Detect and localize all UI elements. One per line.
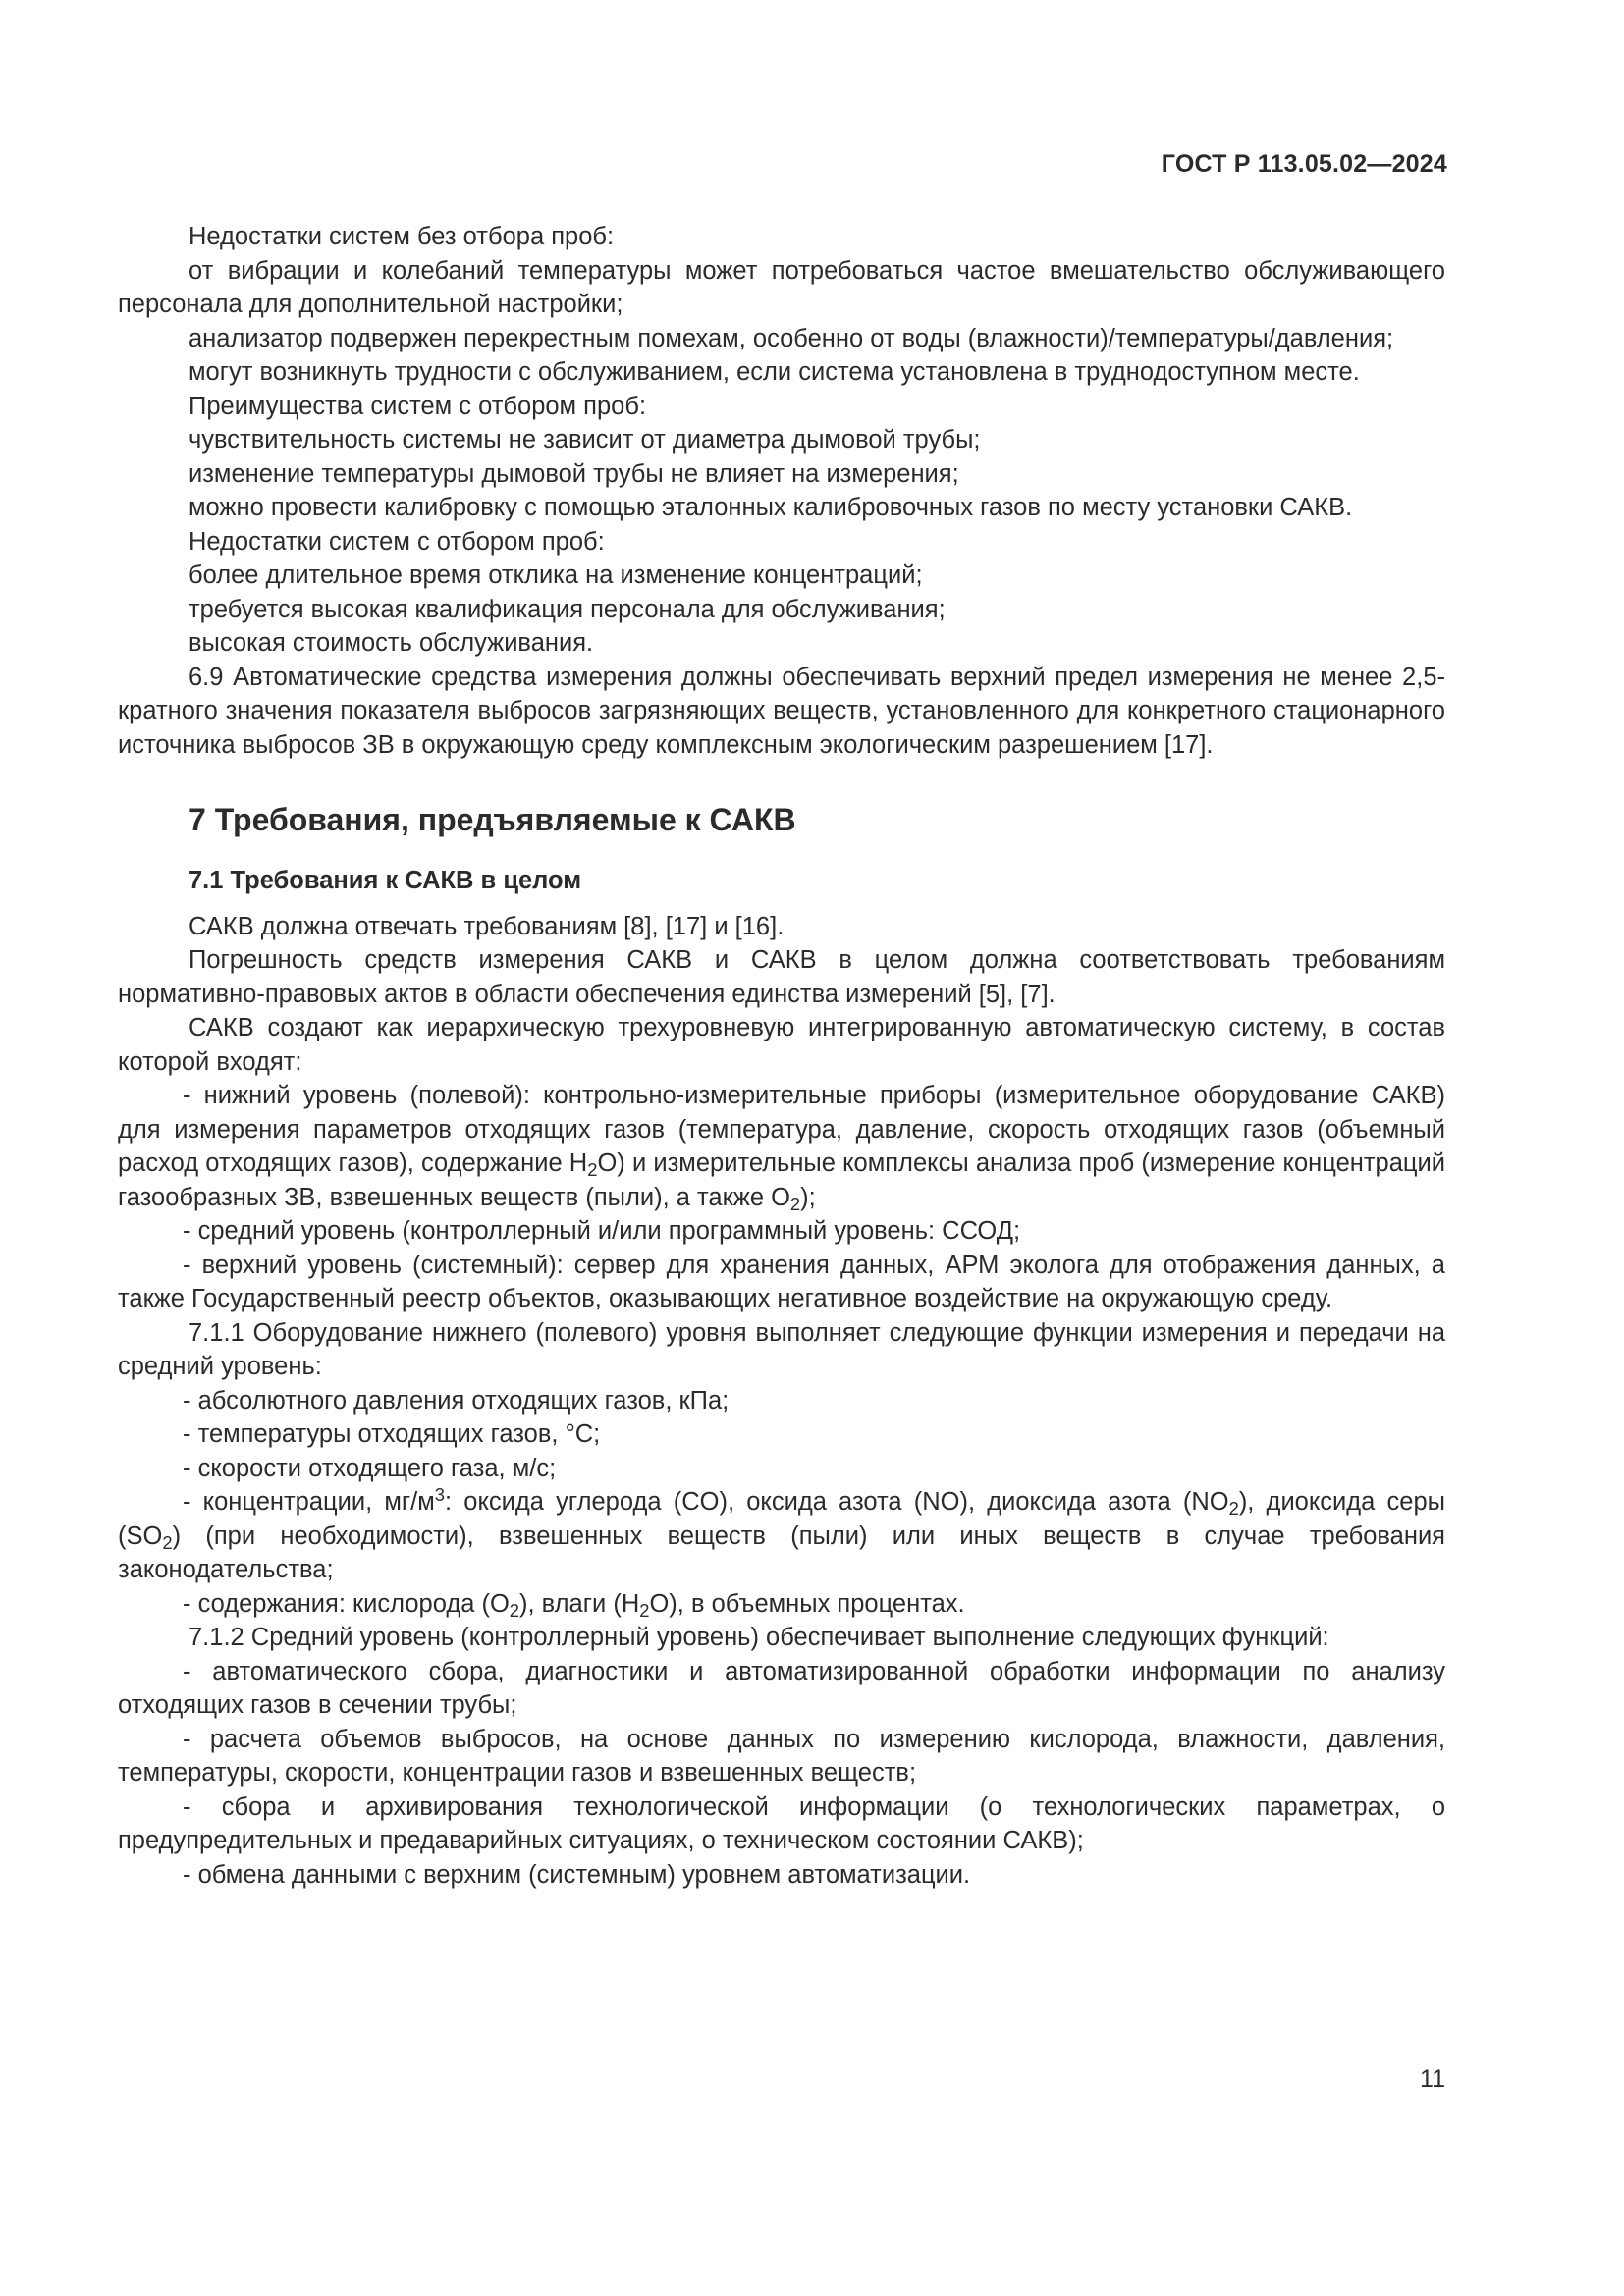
list-item: - верхний уровень (системный): сервер для хранения данных, АРМ эколога для отображения данных, а также Государственный реестр объектов, оказывающих негативное воздействие на окружающую среду. [118,1251,1445,1312]
paragraph: САКВ создают как иерархическую трехуровневую интегрированную автоматическую систему, в состав которой входят: [118,1014,1445,1076]
list-item: - содержания: кислорода $(O_2)$, влаги $(H_2O)$, в объемных процентах. [183,1589,965,1621]
paragraph: от вибрации и колебаний температуры может потребоваться частое вмешательство обслуживающего персонала для дополнительной настройки; [118,256,1445,318]
paragraphs-after-subsection [118,910,1445,1893]
document-code: ГОСТ Р 113.05.02—2024 [1161,150,1447,178]
section-heading: 7 Требования, предъявляемые к САКВ [189,802,796,837]
list-item: - абсолютного давления отходящих газов, кПа; [183,1386,730,1415]
page-number: 11 [1420,2065,1445,2093]
paragraph: изменение температуры дымовой трубы не влияет на измерения; [189,459,959,488]
document-body [118,220,1445,1892]
paragraph: САКВ должна отвечать требованиям [8], [17] и [16]. [189,912,785,940]
paragraph: 7.1.1 Оборудование нижнего (полевого) уровня выполняет следующие функции измерения и передачи на средний уровень: [118,1318,1445,1380]
paragraph: 7.1.2 Средний уровень (контроллерный уровень) обеспечивает выполнение следующих функций: [189,1624,1329,1651]
list-item: - расчета объемов выбросов, на основе данных по измерению кислорода, влажности, давления, температуры, скорости, концентрации газов и взвешенных веществ; [118,1725,1445,1787]
paragraph: Преимущества систем с отбором проб: [189,392,647,420]
paragraph: высокая стоимость обслуживания. [189,629,594,657]
list-item: - концентрации, $мг/м^3$: оксида углерода (CO), оксида азота (NO), диоксида азота $(NO_2)$, диоксида серы $(SO_2)$ (при необходимости), взвешенных веществ (пыли) или иных веществ в случае требования законодательства; [118,1483,1445,1583]
list-item: - средний уровень (контроллерный и/или программный уровень: ССОД; [183,1217,1021,1245]
list-item: - автоматического сбора, диагностики и автоматизированной обработки информации по анализу отходящих газов в сечении трубы; [118,1657,1445,1719]
list-item: - нижний уровень (полевой): контрольно-измерительные приборы (измерительное оборудование САКВ) для измерения параметров отходящих газов (температура, давление, скорость отходящих газов (объемный расход отходящих газов), содержание $H_2O$) и измерительные комплексы анализа проб (измерение концентраций газообразных ЗВ, взвешенных веществ (пыли), а также $O_2$); [118,1082,1445,1214]
paragraph: требуется высокая квалификация персонала для обслуживания; [189,595,946,623]
subsection-heading: 7.1 Требования к САКВ в целом [189,867,582,894]
list-item: - обмена данными с верхним (системным) уровнем автоматизации. [183,1860,971,1889]
list-item: - скорости отходящего газа, м/с; [183,1454,557,1482]
paragraph: Недостатки систем без отбора проб: [189,223,615,250]
paragraph: можно провести калибровку с помощью эталонных калибровочных газов по месту установки САКВ. [189,494,1353,521]
list-item: - сбора и архивирования технологической информации (о технологических параметрах, о предупредительных и предаварийных ситуациях, о техническом состоянии САКВ); [118,1792,1445,1854]
paragraph: чувствительность системы не зависит от диаметра дымовой трубы; [189,426,981,454]
paragraph: анализатор подвержен перекрестным помехам, особенно от воды (влажности)/температуры/давления; [189,324,1394,352]
paragraph: более длительное время отклика на изменение концентраций; [189,561,923,589]
list-item: - температуры отходящих газов, °С; [183,1420,601,1448]
paragraph: Недостатки систем с отбором проб: [189,527,605,556]
paragraphs-before-section [118,220,1445,762]
paragraph: могут возникнуть трудности с обслуживанием, если система установлена в труднодоступном месте. [189,358,1360,386]
paragraph: 6.9 Автоматические средства измерения должны обеспечивать верхний предел измерения не менее 2,5-кратного значения показателя выбросов загрязняющих веществ, установленного для конкретного стационарного источника выбросов ЗВ в окружающую среду комплексным экологическим разрешением [17]. [118,663,1445,759]
paragraph: Погрешность средств измерения САКВ и САКВ в целом должна соответствовать требованиям нормативно-правовых актов в области обеспечения единства измерений [5], [7]. [118,946,1445,1008]
